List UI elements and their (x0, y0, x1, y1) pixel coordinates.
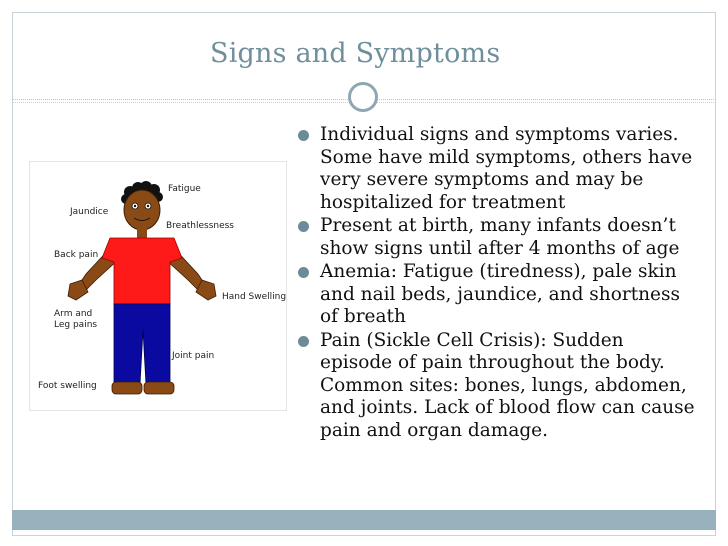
bullet-item (296, 215, 696, 260)
bullet-text: Individual signs and symptoms varies. Some have mild symptoms, others have very severe symptoms and may be hospitalized for treatment (320, 124, 693, 213)
bullet-text: Anemia: Fatigue (tiredness), pale skin and nail beds, jaundice, and shortness of breath (320, 261, 680, 327)
right-foot (144, 382, 174, 394)
shirt (102, 238, 182, 304)
label-jaundice: Jaundice (70, 207, 109, 217)
bullet-item (296, 124, 696, 214)
footer-bar (12, 510, 716, 530)
left-foot (112, 382, 142, 394)
bullet-dot-icon (298, 267, 309, 278)
symptoms-bullet-list (296, 124, 696, 443)
bullet-text: Pain (Sickle Cell Crisis): Sudden episode of pain throughout the body. Common sites: bones, lungs, abdomen, and joints. Lack of blood flow can cause pain and organ damage. (320, 329, 695, 441)
bullet-item (296, 330, 696, 443)
label-hand-swelling: Hand Swelling (222, 292, 286, 302)
bullet-dot-icon (298, 130, 309, 141)
label-back-pain: Back pain (54, 250, 99, 260)
label-fatigue: Fatigue (168, 184, 201, 194)
body-figure-svg (30, 162, 286, 410)
neck (137, 228, 147, 238)
label-foot-swelling: Foot swelling (38, 381, 97, 391)
bullet-item (296, 261, 696, 329)
divider-circle-ornament (348, 82, 378, 112)
label-arm-leg-pains-line1: Arm and (54, 309, 93, 319)
label-arm-leg-pains-line2: Leg pains (54, 320, 98, 330)
slide-title: Signs and Symptoms (210, 38, 501, 69)
label-joint-pain: Joint pain (172, 351, 215, 361)
label-breathlessness: Breathlessness (166, 221, 234, 231)
head (124, 190, 160, 230)
bullet-dot-icon (298, 221, 309, 232)
bullet-text: Present at birth, many infants doesn’t show signs until after 4 months of age (320, 215, 680, 259)
bullet-dot-icon (298, 336, 309, 347)
symptoms-body-illustration (30, 162, 286, 410)
pants (114, 304, 170, 384)
